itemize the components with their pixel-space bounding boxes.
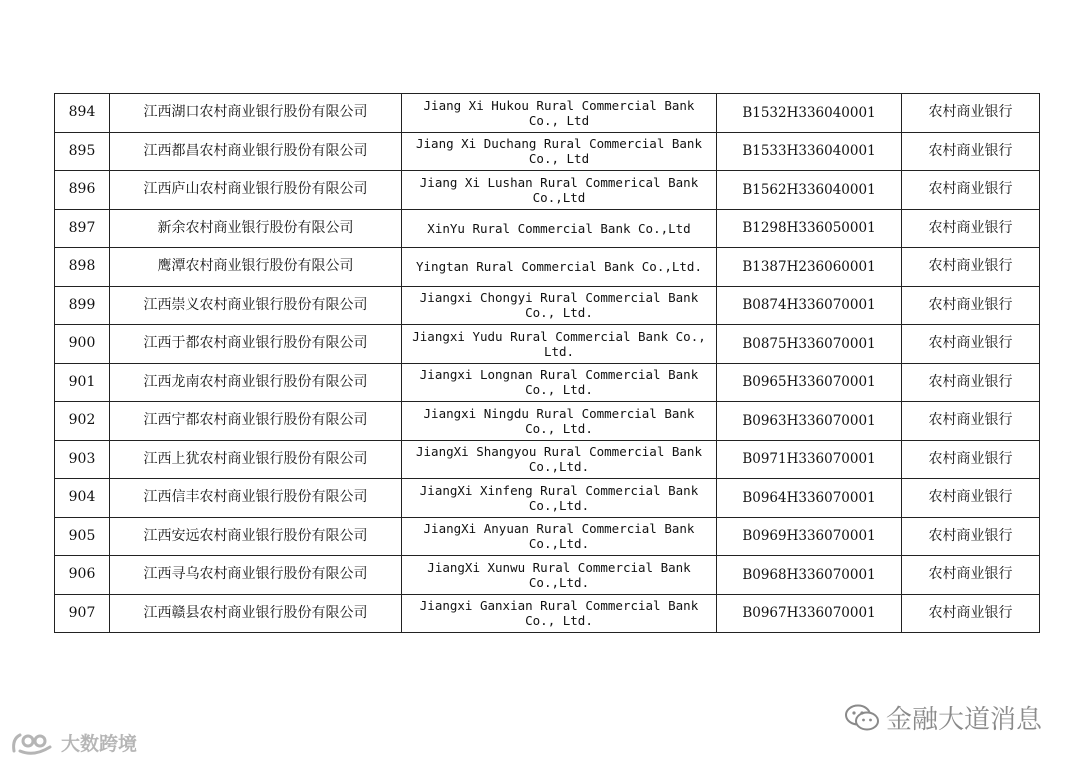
institution-code: B1533H336040001	[717, 132, 902, 171]
institution-type: 农村商业银行	[902, 363, 1040, 402]
institution-code: B0971H336070001	[717, 440, 902, 479]
bank-name-chinese: 江西庐山农村商业银行股份有限公司	[110, 171, 402, 210]
bank-name-english: Jiang Xi Duchang Rural Commercial Bank Co., Ltd	[402, 132, 717, 171]
table-row	[55, 171, 1040, 210]
table-row	[55, 402, 1040, 441]
bank-name-english: JiangXi Shangyou Rural Commercial Bank Co.,Ltd.	[402, 440, 717, 479]
table-row	[55, 209, 1040, 248]
institution-type: 农村商业银行	[902, 209, 1040, 248]
wechat-icon	[844, 703, 880, 733]
row-number: 906	[55, 556, 110, 595]
institution-code: B0964H336070001	[717, 479, 902, 518]
brand-logo-icon	[10, 731, 56, 755]
row-number: 905	[55, 517, 110, 556]
brand-watermark-text: 大数跨境	[61, 733, 138, 755]
bank-name-chinese: 江西上犹农村商业银行股份有限公司	[110, 440, 402, 479]
bank-name-chinese: 江西湖口农村商业银行股份有限公司	[110, 94, 402, 133]
table-row	[55, 440, 1040, 479]
row-number: 900	[55, 325, 110, 364]
bank-name-english: JiangXi Xunwu Rural Commercial Bank Co.,Ltd.	[402, 556, 717, 595]
institution-code: B1562H336040001	[717, 171, 902, 210]
table-row	[55, 248, 1040, 287]
row-number: 902	[55, 402, 110, 441]
bank-name-chinese: 江西宁都农村商业银行股份有限公司	[110, 402, 402, 441]
bank-name-english: Jiangxi Chongyi Rural Commercial Bank Co., Ltd.	[402, 286, 717, 325]
row-number: 894	[55, 94, 110, 133]
table-row	[55, 556, 1040, 595]
institution-type: 农村商业银行	[902, 286, 1040, 325]
institution-code: B1387H236060001	[717, 248, 902, 287]
bank-name-english: Jiang Xi Lushan Rural Commerical Bank Co.,Ltd	[402, 171, 717, 210]
institution-code: B0963H336070001	[717, 402, 902, 441]
institution-type: 农村商业银行	[902, 479, 1040, 518]
institution-type: 农村商业银行	[902, 594, 1040, 633]
bank-name-english: JiangXi Xinfeng Rural Commercial Bank Co.,Ltd.	[402, 479, 717, 518]
institution-code: B0965H336070001	[717, 363, 902, 402]
bank-name-english: Jiangxi Ganxian Rural Commercial Bank Co., Ltd.	[402, 594, 717, 633]
institution-code: B1298H336050001	[717, 209, 902, 248]
institution-type: 农村商业银行	[902, 402, 1040, 441]
table-row	[55, 132, 1040, 171]
bank-name-chinese: 江西安远农村商业银行股份有限公司	[110, 517, 402, 556]
bank-name-chinese: 新余农村商业银行股份有限公司	[110, 209, 402, 248]
table-row	[55, 479, 1040, 518]
institution-code: B1532H336040001	[717, 94, 902, 133]
row-number: 895	[55, 132, 110, 171]
table-row	[55, 94, 1040, 133]
row-number: 901	[55, 363, 110, 402]
table-body	[55, 94, 1040, 633]
institution-type: 农村商业银行	[902, 517, 1040, 556]
institution-code: B0875H336070001	[717, 325, 902, 364]
bank-name-english: Yingtan Rural Commercial Bank Co.,Ltd.	[402, 248, 717, 287]
wechat-watermark	[844, 699, 1042, 736]
bank-name-english: Jiangxi Yudu Rural Commercial Bank Co., Ltd.	[402, 325, 717, 364]
bank-name-chinese: 江西于都农村商业银行股份有限公司	[110, 325, 402, 364]
institution-type: 农村商业银行	[902, 132, 1040, 171]
bank-name-english: Jiangxi Ningdu Rural Commercial Bank Co., Ltd.	[402, 402, 717, 441]
bank-name-english: Jiang Xi Hukou Rural Commercial Bank Co., Ltd	[402, 94, 717, 133]
bank-name-chinese: 江西都昌农村商业银行股份有限公司	[110, 132, 402, 171]
brand-watermark	[10, 729, 137, 756]
row-number: 904	[55, 479, 110, 518]
bank-name-chinese: 鹰潭农村商业银行股份有限公司	[110, 248, 402, 287]
bank-name-english: JiangXi Anyuan Rural Commercial Bank Co.,Ltd.	[402, 517, 717, 556]
institution-type: 农村商业银行	[902, 171, 1040, 210]
bank-name-english: Jiangxi Longnan Rural Commercial Bank Co., Ltd.	[402, 363, 717, 402]
bank-name-chinese: 江西崇义农村商业银行股份有限公司	[110, 286, 402, 325]
table-row	[55, 363, 1040, 402]
bank-name-chinese: 江西龙南农村商业银行股份有限公司	[110, 363, 402, 402]
table-row	[55, 517, 1040, 556]
institution-type: 农村商业银行	[902, 94, 1040, 133]
bank-name-chinese: 江西寻乌农村商业银行股份有限公司	[110, 556, 402, 595]
bank-name-english: XinYu Rural Commercial Bank Co.,Ltd	[402, 209, 717, 248]
row-number: 897	[55, 209, 110, 248]
wechat-watermark-text: 金融大道消息	[885, 705, 1042, 735]
bank-name-chinese: 江西赣县农村商业银行股份有限公司	[110, 594, 402, 633]
institution-code: B0874H336070001	[717, 286, 902, 325]
row-number: 898	[55, 248, 110, 287]
row-number: 903	[55, 440, 110, 479]
institution-type: 农村商业银行	[902, 325, 1040, 364]
institution-type: 农村商业银行	[902, 440, 1040, 479]
row-number: 907	[55, 594, 110, 633]
institution-code: B0969H336070001	[717, 517, 902, 556]
bank-list-table	[54, 93, 1040, 633]
institution-code: B0967H336070001	[717, 594, 902, 633]
institution-type: 农村商业银行	[902, 248, 1040, 287]
row-number: 896	[55, 171, 110, 210]
table-row	[55, 286, 1040, 325]
table-row	[55, 594, 1040, 633]
institution-type: 农村商业银行	[902, 556, 1040, 595]
institution-code: B0968H336070001	[717, 556, 902, 595]
row-number: 899	[55, 286, 110, 325]
bank-name-chinese: 江西信丰农村商业银行股份有限公司	[110, 479, 402, 518]
table-row	[55, 325, 1040, 364]
